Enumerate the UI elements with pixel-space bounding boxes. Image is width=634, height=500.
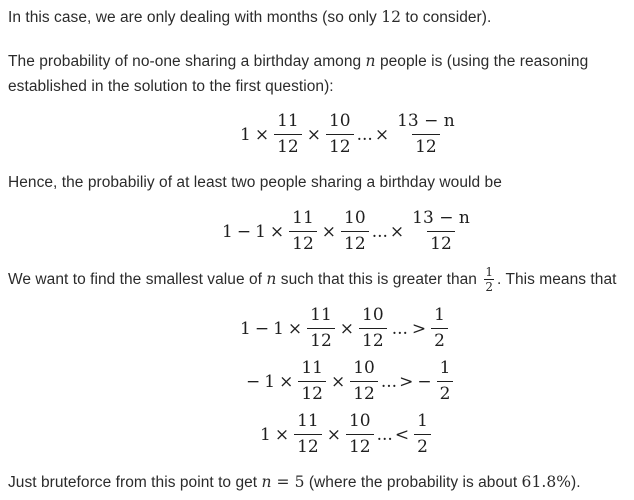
equation-shared xyxy=(220,209,476,254)
fraction-half xyxy=(484,266,494,293)
numerator: 11 xyxy=(292,208,314,228)
numerator: 13 − n xyxy=(397,111,455,131)
denominator: 12 xyxy=(307,328,335,351)
fraction xyxy=(274,112,302,157)
paragraph-hence xyxy=(8,170,502,196)
fraction xyxy=(414,412,431,457)
text: We want to find the smallest value of xyxy=(8,271,267,288)
fraction xyxy=(294,412,322,457)
text: . This means that xyxy=(497,271,617,288)
math-number: 1 xyxy=(240,318,251,339)
fraction xyxy=(350,359,378,404)
times-sign: × xyxy=(326,424,341,445)
math-variable: n xyxy=(365,52,376,70)
math-number: 1 xyxy=(255,221,266,242)
math-number: 5 xyxy=(294,473,305,491)
paragraph-probability xyxy=(8,48,588,75)
paragraph-conclusion xyxy=(8,469,581,496)
math-percentage: 61.8% xyxy=(521,473,572,491)
numerator: 10 xyxy=(353,358,375,378)
denominator: 12 xyxy=(412,134,440,157)
numerator: 11 xyxy=(277,111,299,131)
numerator: 10 xyxy=(328,111,351,131)
ellipsis: ... xyxy=(380,371,398,392)
fraction xyxy=(307,306,335,351)
times-sign: × xyxy=(254,124,270,145)
times-sign: × xyxy=(330,371,346,392)
fraction xyxy=(298,359,326,404)
minus-sign: − xyxy=(246,371,261,392)
fraction xyxy=(359,306,387,351)
denominator: 12 xyxy=(326,134,354,157)
denominator: 12 xyxy=(427,231,455,254)
paragraph-intro xyxy=(8,4,491,31)
text: In this case, we are only dealing with months (so only xyxy=(8,9,382,26)
fraction xyxy=(289,209,317,254)
paragraph-find-smallest xyxy=(8,266,617,293)
denominator: 2 xyxy=(431,328,448,351)
paragraph-probability-line2 xyxy=(8,74,334,100)
denominator: 12 xyxy=(298,381,326,404)
numerator: 10 xyxy=(348,411,371,431)
fraction xyxy=(346,412,374,457)
minus-sign: − xyxy=(417,371,432,392)
text: people is (using the reasoning xyxy=(375,53,589,70)
equals-sign: = xyxy=(271,473,295,491)
greater-than-sign: > xyxy=(399,371,414,392)
math-variable: n xyxy=(261,473,272,491)
fraction xyxy=(394,112,458,157)
text: (where the probability is about xyxy=(304,474,522,491)
ellipsis: ... xyxy=(356,124,373,145)
times-sign: × xyxy=(306,124,321,145)
denominator: 2 xyxy=(437,381,454,404)
minus-sign: − xyxy=(236,221,252,242)
math-number: 1 xyxy=(273,318,284,339)
ellipsis: ... xyxy=(371,221,388,242)
numerator: 1 xyxy=(439,358,451,378)
denominator: 12 xyxy=(346,434,374,457)
fraction xyxy=(341,209,369,254)
times-sign: × xyxy=(287,318,303,339)
math-number: 12 xyxy=(381,8,402,26)
denominator: 12 xyxy=(274,134,302,157)
denominator: 12 xyxy=(289,231,317,254)
numerator: 11 xyxy=(301,358,323,378)
text: Hence, the probabiliy of at least two people sharing a birthday would be xyxy=(8,174,502,191)
times-sign: × xyxy=(274,424,290,445)
math-number: 1 xyxy=(260,424,271,445)
equation-no-shared xyxy=(238,112,461,157)
text: The probability of no-one sharing a birthday among xyxy=(8,53,366,70)
times-sign: × xyxy=(321,221,337,242)
text: Just bruteforce from this point to get xyxy=(8,474,262,491)
numerator: 11 xyxy=(310,305,332,325)
denominator: 2 xyxy=(485,280,494,295)
numerator: 13 − n xyxy=(412,208,470,228)
times-sign: × xyxy=(339,318,355,339)
text: established in the solution to the first question): xyxy=(8,78,334,95)
equation-inequality-3 xyxy=(258,412,434,457)
denominator: 12 xyxy=(350,381,378,404)
denominator: 2 xyxy=(414,434,431,457)
math-number: 1 xyxy=(264,371,276,392)
numerator: 1 xyxy=(417,411,428,431)
math-number: 1 xyxy=(240,124,251,145)
fraction xyxy=(326,112,354,157)
less-than-sign: < xyxy=(394,424,410,445)
denominator: 12 xyxy=(359,328,387,351)
denominator: 12 xyxy=(341,231,369,254)
math-number: 1 xyxy=(222,221,233,242)
numerator: 1 xyxy=(434,305,445,325)
ellipsis: ... xyxy=(376,424,393,445)
ellipsis: ... xyxy=(391,318,408,339)
times-sign: × xyxy=(389,221,405,242)
numerator: 10 xyxy=(344,208,366,228)
math-variable: n xyxy=(266,270,277,288)
equation-inequality-1 xyxy=(238,306,451,351)
numerator: 1 xyxy=(485,265,494,280)
fraction xyxy=(409,209,473,254)
equation-inequality-2 xyxy=(244,359,456,404)
text: ). xyxy=(571,474,581,491)
numerator: 11 xyxy=(297,411,319,431)
numerator: 10 xyxy=(362,305,384,325)
fraction xyxy=(437,359,454,404)
times-sign: × xyxy=(269,221,285,242)
fraction xyxy=(431,306,448,351)
times-sign: × xyxy=(279,371,294,392)
greater-than-sign: > xyxy=(411,318,427,339)
text: such that this is greater than xyxy=(276,271,482,288)
minus-sign: − xyxy=(254,318,270,339)
times-sign: × xyxy=(374,124,390,145)
denominator: 12 xyxy=(294,434,322,457)
text: to consider). xyxy=(401,9,492,26)
